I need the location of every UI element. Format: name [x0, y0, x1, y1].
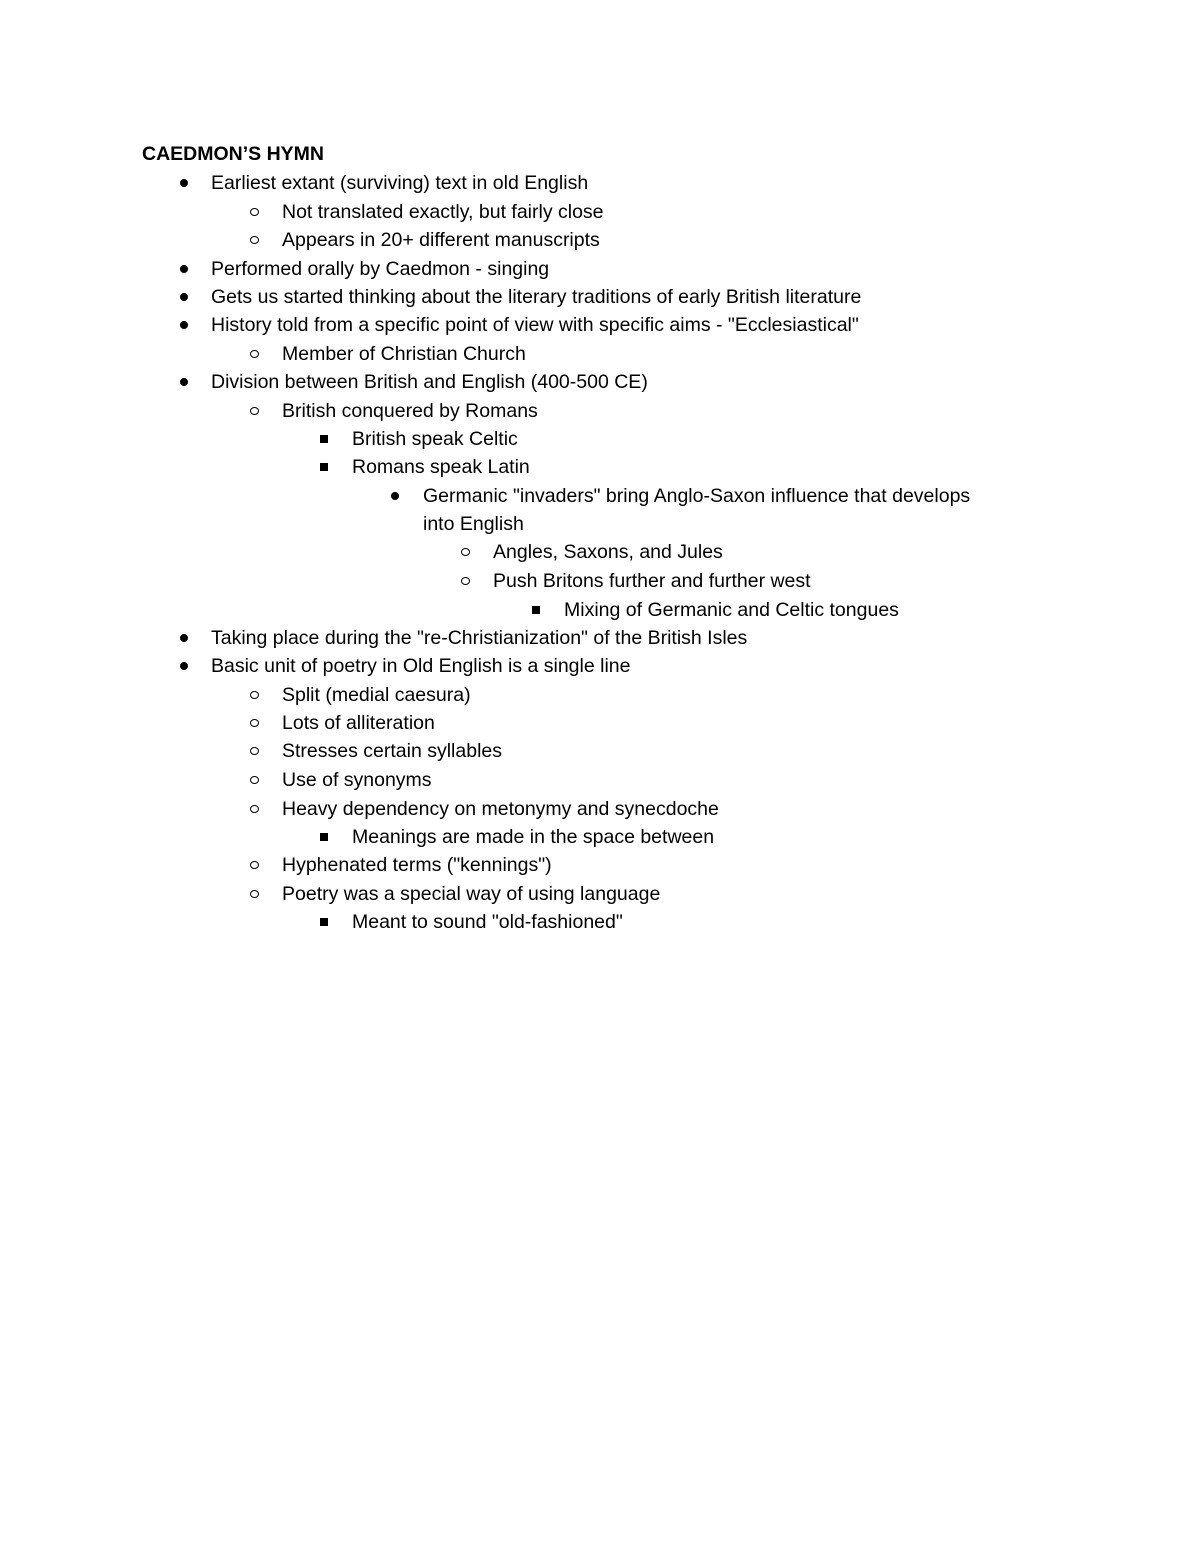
- list-item: Stresses certain syllables: [282, 740, 503, 762]
- bullet-circle-icon: [250, 861, 259, 869]
- list-item: Germanic "invaders" bring Anglo-Saxon influence that develops: [423, 485, 971, 507]
- list-item: Basic unit of poetry in Old English is a single line: [211, 655, 631, 677]
- list-item-continuation: into English: [423, 513, 524, 535]
- bullet-circle-icon: [250, 691, 259, 699]
- bullet-circle-icon: [461, 548, 470, 556]
- bullet-square-icon: [532, 606, 540, 614]
- list-item: Heavy dependency on metonymy and synecdoche: [282, 798, 719, 820]
- bullet-disc-icon: [180, 179, 188, 187]
- list-item: History told from a specific point of view with specific aims - "Ecclesiastical": [211, 314, 859, 336]
- list-item: Member of Christian Church: [282, 343, 526, 365]
- bullet-square-icon: [320, 918, 328, 926]
- bullet-square-icon: [320, 833, 328, 841]
- bullet-circle-icon: [250, 719, 259, 727]
- bullet-disc-icon: [391, 492, 399, 500]
- list-item: British conquered by Romans: [282, 400, 538, 422]
- bullet-disc-icon: [180, 293, 188, 301]
- list-item: Meanings are made in the space between: [352, 826, 715, 848]
- list-item: Romans speak Latin: [352, 456, 530, 478]
- list-item: Push Britons further and further west: [493, 570, 811, 592]
- bullet-circle-icon: [250, 236, 259, 244]
- bullet-circle-icon: [250, 747, 259, 755]
- list-item: Poetry was a special way of using language: [282, 883, 661, 905]
- bullet-square-icon: [320, 463, 328, 471]
- list-item: Meant to sound "old-fashioned": [352, 911, 623, 933]
- bullet-circle-icon: [250, 776, 259, 784]
- bullet-disc-icon: [180, 321, 188, 329]
- list-item: Use of synonyms: [282, 769, 432, 791]
- list-item: British speak Celtic: [352, 428, 518, 450]
- bullet-circle-icon: [250, 350, 259, 358]
- bullet-circle-icon: [250, 805, 259, 813]
- bullet-disc-icon: [180, 265, 188, 273]
- list-item: Performed orally by Caedmon - singing: [211, 258, 550, 280]
- list-item: Angles, Saxons, and Jules: [493, 541, 723, 563]
- list-item: Mixing of Germanic and Celtic tongues: [564, 599, 899, 621]
- list-item: Split (medial caesura): [282, 684, 471, 706]
- document-title: CAEDMON’S HYMN: [142, 143, 325, 165]
- bullet-disc-icon: [180, 634, 188, 642]
- list-item: Earliest extant (surviving) text in old English: [211, 172, 589, 194]
- list-item: Division between British and English (400-500 CE): [211, 371, 648, 393]
- list-item: Lots of alliteration: [282, 712, 435, 734]
- bullet-disc-icon: [180, 378, 188, 386]
- list-item: Gets us started thinking about the literary traditions of early British literature: [211, 286, 862, 308]
- bullet-circle-icon: [250, 208, 259, 216]
- list-item: Not translated exactly, but fairly close: [282, 201, 604, 223]
- bullet-circle-icon: [250, 890, 259, 898]
- list-item: Taking place during the "re-Christianization" of the British Isles: [211, 627, 748, 649]
- bullet-circle-icon: [250, 407, 259, 415]
- bullet-circle-icon: [461, 577, 470, 585]
- list-item: Hyphenated terms ("kennings"): [282, 854, 552, 876]
- list-item: Appears in 20+ different manuscripts: [282, 229, 600, 251]
- bullet-disc-icon: [180, 662, 188, 670]
- bullet-square-icon: [320, 435, 328, 443]
